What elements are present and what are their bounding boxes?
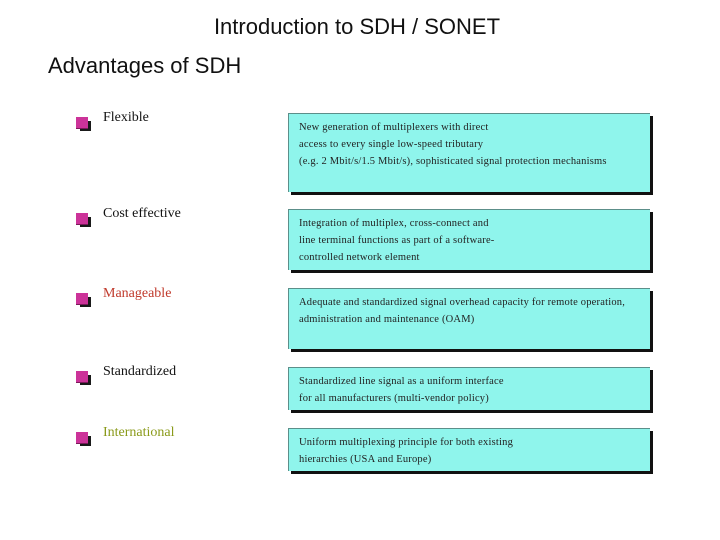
description-line: controlled network element [299,252,420,263]
description-line: Standardized line signal as a uniform interface [299,376,504,387]
bullet-square-icon [76,293,92,307]
slide-title: Introduction to SDH / SONET [213,14,501,39]
advantage-label-manageable: Manageable [103,286,172,301]
bullet-square-icon [76,213,92,227]
advantage-description-manageable [288,288,650,349]
advantage-label-cost-effective: Cost effective [103,206,181,221]
description-line: (e.g. 2 Mbit/s/1.5 Mbit/s), sophisticated signal protection mechanisms [299,156,607,167]
advantage-description-cost-effective [288,209,650,270]
advantage-description-flexible [288,113,650,192]
description-line: New generation of multiplexers with direct [299,122,489,133]
description-line: access to every single low-speed tributary [299,139,484,150]
description-line: Integration of multiplex, cross-connect and [299,218,489,229]
description-line: hierarchies (USA and Europe) [299,454,432,465]
advantage-description-standardized [288,367,650,410]
bullet-square-icon [76,432,92,446]
description-line: for all manufacturers (multi-vendor policy) [299,393,489,404]
advantage-description-international [288,428,650,471]
description-line: administration and maintenance (OAM) [299,314,475,325]
advantage-label-international: International [103,425,175,440]
description-line: line terminal functions as part of a software- [299,235,495,246]
bullet-square-icon [76,117,92,131]
advantage-label-standardized: Standardized [103,364,177,379]
description-line: Adequate and standardized signal overhead capacity for remote operation, [299,297,626,308]
slide-subtitle: Advantages of SDH [48,53,242,78]
bullet-square-icon [76,371,92,385]
description-line: Uniform multiplexing principle for both existing [299,437,514,448]
advantage-label-flexible: Flexible [103,110,149,125]
